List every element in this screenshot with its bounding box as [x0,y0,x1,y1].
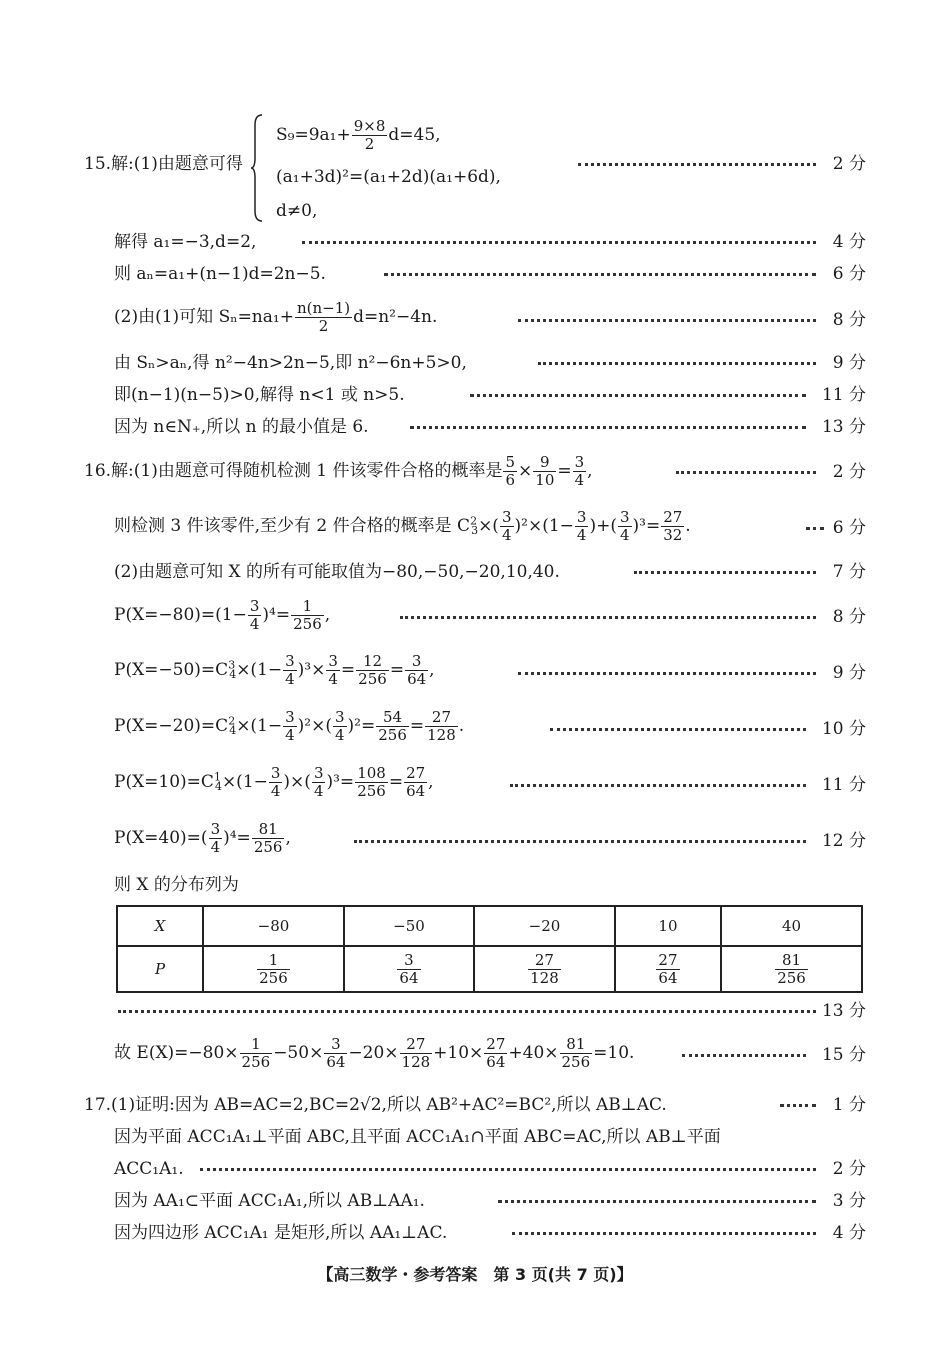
table-cell: −20 [474,906,615,946]
score: 1 分 [832,1095,866,1115]
score: 3 分 [832,1191,866,1211]
leader-dots [498,1200,816,1203]
q16-expectation: 故 E(X)=−80× $\frac{1}{256}$ −50× $\frac{3}{64}$ −20× $\frac{27}{128}$ +10× $\frac{27}{64}$ +40× $\frac{81}{256}$ =10. [114,1035,635,1071]
fraction: $\frac{3}{4}$ [574,453,585,489]
leader-dots [550,728,806,731]
score: 13 分 [821,417,866,437]
leader-dots [682,1054,806,1057]
score: 11 分 [821,775,866,795]
table-cell: −50 [344,906,474,946]
fraction: $\frac{3}{4}$ [501,508,512,544]
score: 2 分 [832,462,866,482]
fraction: $\frac{1}{256}$ [241,1035,271,1071]
q16-p3: $P(X=-20)=C^24\times(1-$ $\frac{3}{4}$ )²×( $\frac{3}{4}$ )²= $\frac{54}{256}$ = $\frac{27}{128}$ . [114,708,465,744]
q16-line2: 则检测 3 件该零件,至少有 2 件合格的概率是 $C^23\times$( $\frac{3}{4}$ )²×(1− $\frac{3}{4}$ )+( $\frac{3}{4}$ )³= $\frac{27}{32}$ . [114,508,691,544]
table-cell: X [117,906,203,946]
leader-dots [806,527,824,530]
leader-dots [118,1010,816,1013]
leader-dots [470,394,806,397]
leader-dots [780,1104,816,1107]
fraction: $\frac{9}{10}$ [535,453,555,489]
fraction: $\frac{3}{4}$ [210,820,221,856]
fraction: $\frac{3}{4}$ [285,708,295,744]
fraction: $\frac{3}{4}$ [249,597,260,633]
table-cell: $\frac{1}{256}$ [203,946,344,992]
leader-dots [200,1168,816,1171]
score: 10 分 [821,719,866,739]
leader-dots [354,840,806,843]
table-cell: 40 [721,906,862,946]
score: 11 分 [821,385,866,405]
fraction: $\frac{3}{4}$ [285,652,295,688]
fraction: $\frac{27}{128}$ [401,1035,431,1071]
leader-dots [512,1232,816,1235]
leader-dots [510,784,806,787]
q16-dist-intro: 则 X 的分布列为 [114,875,239,895]
leader-dots [384,273,816,276]
fraction: $\frac{27}{32}$ [663,508,683,544]
fraction: $\frac{n(n-1)}{2}$ [296,299,351,335]
q15-line7: 因为 n∈N₊,所以 n 的最小值是 6. [114,417,369,437]
q16-line1: 16.解:(1)由题意可得随机检测 1 件该零件合格的概率是 $\frac{5}{6}$ × $\frac{9}{10}$ = $\frac{3}{4}$ , [84,453,593,489]
q15-sys3: d≠0, [276,201,318,221]
fraction: $\frac{3}{4}$ [619,508,630,544]
fraction: $\frac{81}{256}$ [253,820,283,856]
table-cell: P [117,946,203,992]
page-footer: 【高三数学・参考答案 第 3 页(共 7 页)】 [317,1265,633,1284]
score: 6 分 [832,264,866,284]
leader-dots [634,571,816,574]
score: 4 分 [832,232,866,252]
leader-dots [578,163,816,166]
leader-dots [518,319,816,322]
score: 8 分 [832,310,866,330]
table-cell: $\frac{27}{128}$ [474,946,615,992]
q15-sys2: (a₁+3d)²=(a₁+2d)(a₁+6d), [276,167,501,187]
q15-sys1: S₉=9a₁+ [276,125,351,145]
table-cell: 10 [615,906,721,946]
q15-line5: 由 Sₙ>aₙ,得 n²−4n>2n−5,即 n²−6n+5>0, [114,353,467,373]
score: 15 分 [821,1045,866,1065]
score: 8 分 [832,607,866,627]
fraction: $\frac{27}{64}$ [406,764,426,800]
fraction: $\frac{108}{256}$ [357,764,386,800]
fraction: $\frac{3}{4}$ [335,708,345,744]
leader-dots [400,616,816,619]
fraction: $\frac{3}{4}$ [328,652,338,688]
fraction: $\frac{54}{256}$ [378,708,407,744]
q16-p4: $P(X=10)=C^14\times(1-$ $\frac{3}{4}$ )×( $\frac{3}{4}$ )³= $\frac{108}{256}$ = $\frac{27}{64}$ , [114,764,434,800]
table-row [117,906,862,946]
fraction: $\frac{12}{256}$ [358,652,387,688]
q17-line4: 因为 AA₁⊂平面 ACC₁A₁,所以 AB⊥AA₁. [114,1191,425,1211]
leader-dots [538,362,816,365]
brace-icon [250,113,264,223]
fraction: $\frac{27}{64}$ [486,1035,506,1071]
q16-p1: P(X=−80)=(1− $\frac{3}{4}$ )⁴= $\frac{1}{256}$ , [114,597,331,633]
fraction: $\frac{1}{256}$ [293,597,322,633]
q16-p5: P(X=40)=( $\frac{3}{4}$ )⁴= $\frac{81}{256}$ , [114,820,291,856]
score: 9 分 [832,663,866,683]
q15-system-row1: S₉=9a₁+ $\frac{9\times 8}{2}$ d=45, [276,117,441,153]
q17-line2: 因为平面 ACC₁A₁⊥平面 ABC,且平面 ACC₁A₁∩平面 ABC=AC,所以 AB⊥平面 [114,1127,721,1147]
score: 13 分 [821,1001,866,1021]
fraction: $\frac{3}{64}$ [407,652,427,688]
fraction: $\frac{3}{64}$ [326,1035,346,1071]
table-cell: −80 [203,906,344,946]
q15-line3: 则 aₙ=a₁+(n−1)d=2n−5. [114,264,326,284]
leader-dots [302,241,816,244]
fraction: $\frac{27}{128}$ [427,708,456,744]
q17-line5: 因为四边形 ACC₁A₁ 是矩形,所以 AA₁⊥AC. [114,1223,448,1243]
table-row [117,946,862,992]
distribution-table [116,905,863,993]
score: 9 分 [832,353,866,373]
q15-number: 15.解:(1)由题意可得 [84,154,243,174]
fraction: $\frac{3}{4}$ [313,764,324,800]
table-cell: $\frac{81}{256}$ [721,946,862,992]
score: 2 分 [832,1159,866,1179]
fraction: $\frac{5}{6}$ [505,453,516,489]
fraction: $\frac{9\times 8}{2}$ [353,117,386,153]
q17-line3: ACC₁A₁. [114,1159,184,1179]
q15-line2: 解得 a₁=−3,d=2, [114,232,257,252]
score: 2 分 [832,154,866,174]
q15-line4: (2)由(1)可知 Sₙ=na₁+ $\frac{n(n-1)}{2}$ d=n²−4n. [114,299,438,335]
q16-line3: (2)由题意可知 X 的所有可能取值为−80,−50,−20,10,40. [114,562,560,582]
score: 6 分 [832,518,866,538]
fraction: $\frac{3}{4}$ [270,764,281,800]
q15-line6: 即(n−1)(n−5)>0,解得 n<1 或 n>5. [114,385,405,405]
score: 12 分 [821,831,866,851]
fraction: $\frac{3}{4}$ [576,508,587,544]
table-cell: $\frac{27}{64}$ [615,946,721,992]
leader-dots [410,426,806,429]
table-cell: $\frac{3}{64}$ [344,946,474,992]
fraction: $\frac{81}{256}$ [561,1035,591,1071]
q17-line1: 17.(1)证明:因为 AB=AC=2,BC=2√2,所以 AB²+AC²=BC²,所以 AB⊥AC. [84,1095,667,1115]
q16-p2: $P(X=-50)=C^34\times(1-$ $\frac{3}{4}$ )³× $\frac{3}{4}$ = $\frac{12}{256}$ = $\frac{3}{64}$ , [114,652,435,688]
leader-dots [518,672,816,675]
score: 7 分 [832,562,866,582]
leader-dots [676,471,816,474]
score: 4 分 [832,1223,866,1243]
